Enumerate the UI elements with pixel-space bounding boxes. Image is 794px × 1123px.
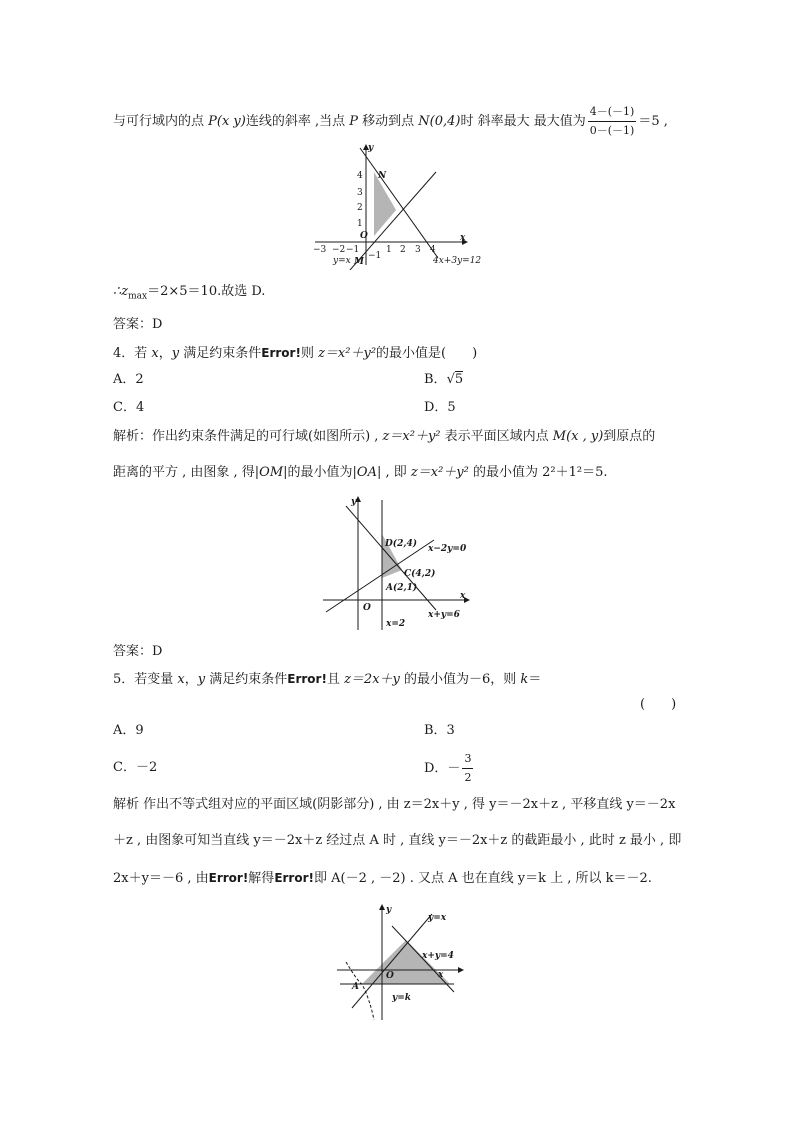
origin-label: O [386,971,394,981]
line-label: x+y=6 [428,610,460,620]
text: 表示平面区域内点 [440,429,553,444]
expr: z＝x²＋y² [382,429,441,444]
error-placeholder: Error! [208,871,249,885]
line-label: y=k [392,993,412,1003]
fraction-numerator: 3 [462,750,473,769]
q5-option-b: B．3 [424,723,455,738]
q3-answer: 答案：D [113,317,163,332]
y-label: y [368,143,374,153]
y-tick: 3 [357,188,363,198]
point-m: M(x , y) [552,429,604,444]
point-n-label: N [378,171,387,181]
fraction [462,750,473,787]
x-label: x [460,233,466,243]
x-tick: 3 [415,245,421,255]
y-tick: 1 [357,219,363,229]
text: 解析：作出约束条件满足的可行域(如图所示) , [113,429,383,444]
point-d-label: D(2,4) [385,539,417,549]
y-tick: 4 [357,171,363,181]
text: ∴z [113,284,129,299]
line-yx [350,172,436,270]
text: 4．若 [113,346,152,361]
text: ， [158,346,172,361]
option-label: B． [424,372,447,387]
q5-option-a: A．9 [113,723,144,738]
text: 解得 [248,871,275,886]
q4-solution-2 [113,464,607,482]
point-n: N(0,4) [418,114,461,129]
expr: |OA| [352,465,382,480]
text: 2x＋y＝－6 , 由 [113,871,209,886]
origin-label: O [360,231,368,241]
text: 与可行域内的点 [113,114,209,129]
text: 移动到点 [358,114,419,129]
y-arrow [379,904,385,910]
q5-figure [332,900,472,1025]
x-label: x [438,970,444,980]
text: ＝5 , [638,114,668,129]
text: , 即 [381,465,411,480]
q5-solution-2: ＋z , 由图象可知当直线 y＝－2x＋z 经过点 A 时 , 直线 y＝－2x＋z 的截距最小 , 此时 z 最小 , 即 [113,833,682,848]
text: ＝ [528,672,542,687]
y-tick: −1 [368,251,382,261]
origin-label: O [363,603,371,613]
error-placeholder: Error! [261,346,301,360]
q4-stem [113,344,477,363]
option-label: D．－ [424,761,461,776]
q5-solution-1: 解析 作出不等式组对应的平面区域(阴影部分) , 由 z＝2x＋y , 得 y＝－2x＋z , 平移直线 y＝－2x [113,797,676,812]
text: 时 斜率最大 最大值为 [460,114,586,129]
text: 则 [300,346,319,361]
line-label: y=x [333,256,351,266]
var: y [197,672,206,687]
fraction-denominator: 2 [464,771,472,784]
q3-figure [310,140,490,270]
line-label: 4x+3y=12 [433,256,482,266]
q5-solution-3 [113,869,652,888]
q4-option-a: A．2 [113,372,144,387]
error-placeholder: Error! [274,871,314,885]
var: y [171,346,180,361]
q5-option-d [424,750,475,787]
point-m-label: M [354,257,364,267]
line-label: x=2 [386,619,406,629]
y-label: y [386,905,392,915]
objective-line-dashed [346,962,374,1020]
q4-option-c: C．4 [113,400,145,415]
text: 的最小值为 [287,465,353,480]
x-tick: −2 [332,245,346,255]
point-a-label: A [352,982,359,992]
point-a-label: A(2,1) [386,583,418,593]
feasible-region [362,940,450,984]
q5-option-c: C．－2 [113,760,158,775]
q3-zmax-line [113,283,265,306]
expr: z＝x²＋y² [318,346,377,361]
subscript: max [128,291,148,302]
var: x [177,672,185,687]
x-tick: 4 [430,245,436,255]
feasible-region [374,172,396,236]
line-label: x−2y=0 [428,544,467,554]
y-tick: 2 [357,203,363,213]
q5-answer-blank: ( ) [640,697,677,712]
expr: |OM| [254,465,288,480]
point-p: P [349,114,358,129]
text: 到原点的 [603,429,656,444]
error-placeholder: Error! [287,672,327,686]
fraction-denominator: 0－(－1) [589,124,635,137]
x-tick: −1 [346,245,360,255]
x-arrow [458,967,464,973]
text: 5．若变量 [113,672,178,687]
option-value: 5 [454,372,464,387]
point-p: P(x y) [208,114,246,129]
text: 的最小值是( ) [376,346,478,361]
point-c-label: C(4,2) [404,569,436,579]
x-label: x [460,591,466,601]
q4-solution-1 [113,428,655,446]
x-tick: −3 [313,245,327,255]
text: 即 A(－2 , －2) . 又点 A 也在直线 y＝k 上 , 所以 k＝－2. [313,871,652,886]
q4-option-d: D．5 [424,400,456,415]
q5-stem [113,670,541,689]
text: 连线的斜率 ,当点 [245,114,350,129]
q4-option-b [424,371,463,389]
line-label: y=x [428,913,447,923]
line-label: x+y=4 [422,951,454,961]
text: 满足约束条件 [205,672,288,687]
text: 的最小值为 2²＋1²＝5. [468,465,608,480]
line-xy6 [346,506,436,610]
text: 的最小值为－6，则 [399,672,521,687]
text: 满足约束条件 [179,346,262,361]
x-tick: 2 [400,245,406,255]
text: ， [184,672,198,687]
var: x [151,346,159,361]
text: 且 [326,672,345,687]
text: 距离的平方 , 由图象 , 得 [113,465,255,480]
q3-solution-line [113,103,668,140]
q4-figure [318,492,478,632]
fraction-numerator: 4－(－1) [588,103,637,122]
y-label: y [351,497,357,507]
var: k [520,672,529,687]
slope-fraction [588,103,637,140]
sqrt-icon: √ [446,372,455,387]
text: ＝2×5＝10.故选 D. [147,284,266,299]
q4-answer: 答案：D [113,644,163,659]
expr: z＝2x＋y [344,672,400,687]
expr: z＝x²＋y² [410,465,469,480]
x-tick: 1 [386,245,392,255]
